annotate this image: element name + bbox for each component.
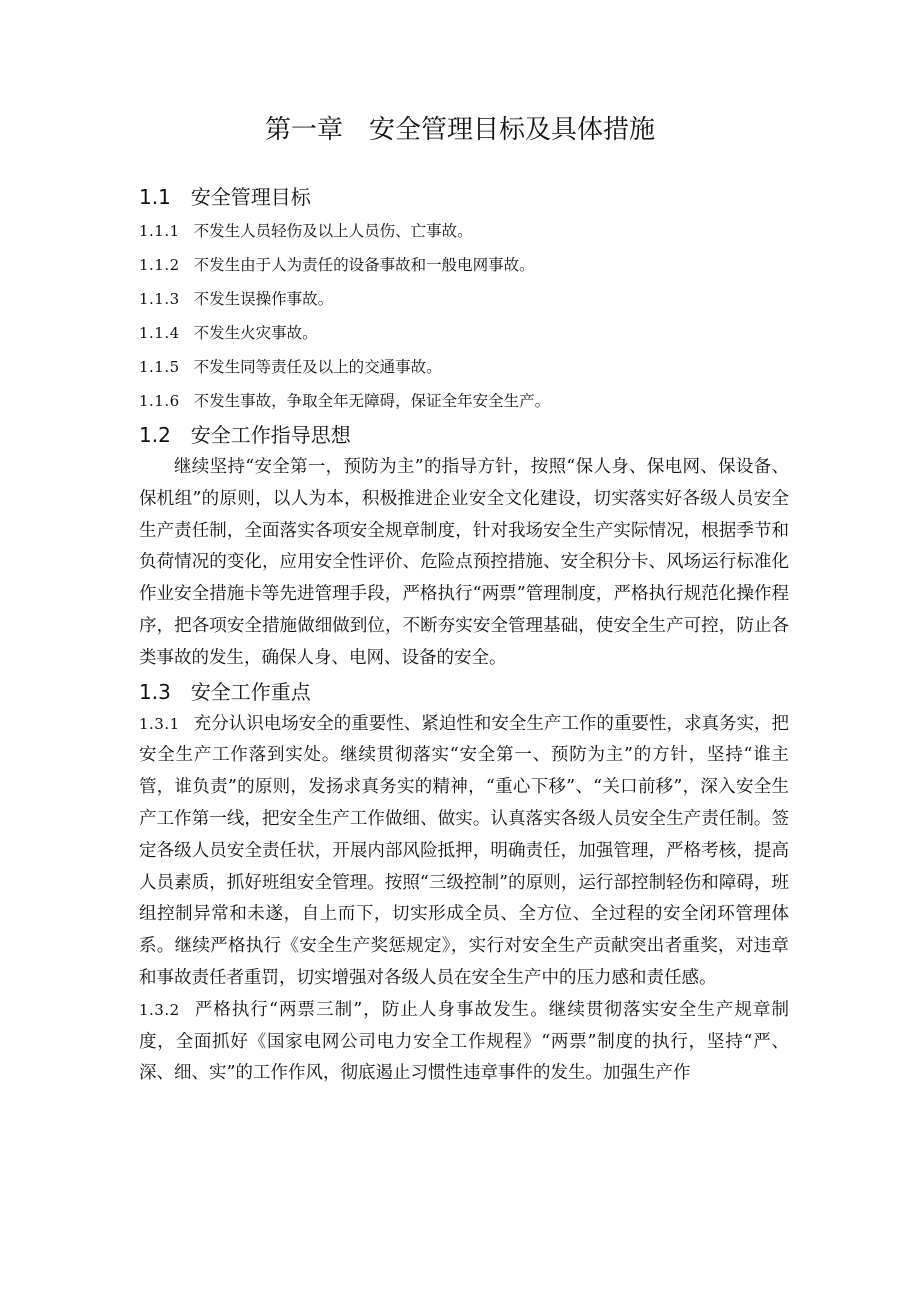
section-heading-1-2: 1.2 安全工作指导思想 [139, 423, 351, 447]
item-text: 不发生由于人为责任的设备事故和一般电网事故。 [193, 256, 535, 274]
chapter-title: 第一章 安全管理目标及具体措施 [264, 115, 655, 145]
item-number: 1.1.5 [139, 358, 180, 376]
item-number: 1.3.1 [139, 714, 180, 733]
section-heading-1-3: 1.3 安全工作重点 [139, 679, 311, 704]
item-number: 1.1.2 [139, 256, 180, 274]
item-number: 1.3.2 [139, 1000, 180, 1019]
key-point-paragraph-1-3-1 [139, 709, 789, 995]
item-text: 不发生同等责任及以上的交通事故。 [193, 358, 442, 376]
item-text: 不发生人员轻伤及以上人员伤、亡事故。 [193, 222, 473, 240]
guiding-principle-paragraph: 继续坚持“安全第一，预防为主”的指导方针，按照“保人身、保电网、保设备、保机组”的原则，以人为本，积极推进企业安全文化建设，切实落实好各级人员安全生产责任制，全面落实各项安全规章制度，针对我场安全生产实际情况，根据季节和负荷情况的变化，应用安全性评价、危险点预控措施、安全积分卡、风场运行标准化作业安全措施卡等先进管理手段，严格执行“两票”管理制度，严格执行规范化操作程序，把各项安全措施做细做到位，不断夯实安全管理基础，使安全生产可控，防止各类事故的发生，确保人身、电网、设备的安全。 [139, 457, 789, 668]
list-item [139, 316, 789, 350]
item-text: 不发生误操作事故。 [193, 290, 334, 308]
item-text: 严格执行“两票三制”，防止人身事故发生。继续贯彻落实安全生产规章制度，全面抓好《国家电网公司电力安全工作规程》“两票”制度的执行，坚持“严、深、细、实”的工作作风，彻底遏止习惯性违章事件的发生。加强生产作 [139, 999, 789, 1084]
item-number: 1.1.3 [139, 290, 180, 308]
list-item [139, 248, 789, 282]
item-text: 充分认识电场安全的重要性、紧迫性和安全生产工作的重要性，求真务实，把安全生产工作落到实处。继续贯彻落实“安全第一、预防为主”的方针，坚持“谁主管，谁负责”的原则，发扬求真务实的精神，“重心下移”、“关口前移”，深入安全生产工作第一线，把安全生产工作做细、做实。认真落实各级人员安全生产责任制。签定各级人员安全责任状，开展内部风险抵押，明确责任，加强管理，严格考核，提高人员素质，抓好班组安全管理。按照“三级控制”的原则，运行部控制轻伤和障碍，班组控制异常和未遂，自上而下，切实形成全员、全方位、全过程的安全闭环管理体系。继续严格执行《安全生产奖惩规定》，实行对安全生产贡献突出者重奖，对违章和事故责任者重罚，切实增强对各级人员在安全生产中的压力感和责任感。 [139, 713, 789, 988]
item-number: 1.1.4 [139, 324, 180, 342]
safety-goals-list [139, 214, 789, 418]
list-item [139, 214, 789, 248]
item-text: 不发生火灾事故。 [193, 324, 318, 342]
item-number: 1.1.6 [139, 392, 180, 410]
item-text: 不发生事故，争取全年无障碍，保证全年安全生产。 [193, 392, 551, 410]
list-item [139, 384, 789, 418]
key-point-paragraph-1-3-2 [139, 995, 789, 1090]
item-number: 1.1.1 [139, 222, 180, 240]
document-body [139, 180, 789, 1090]
list-item [139, 282, 789, 316]
list-item [139, 350, 789, 384]
section-heading-1-1: 1.1 安全管理目标 [139, 185, 311, 209]
